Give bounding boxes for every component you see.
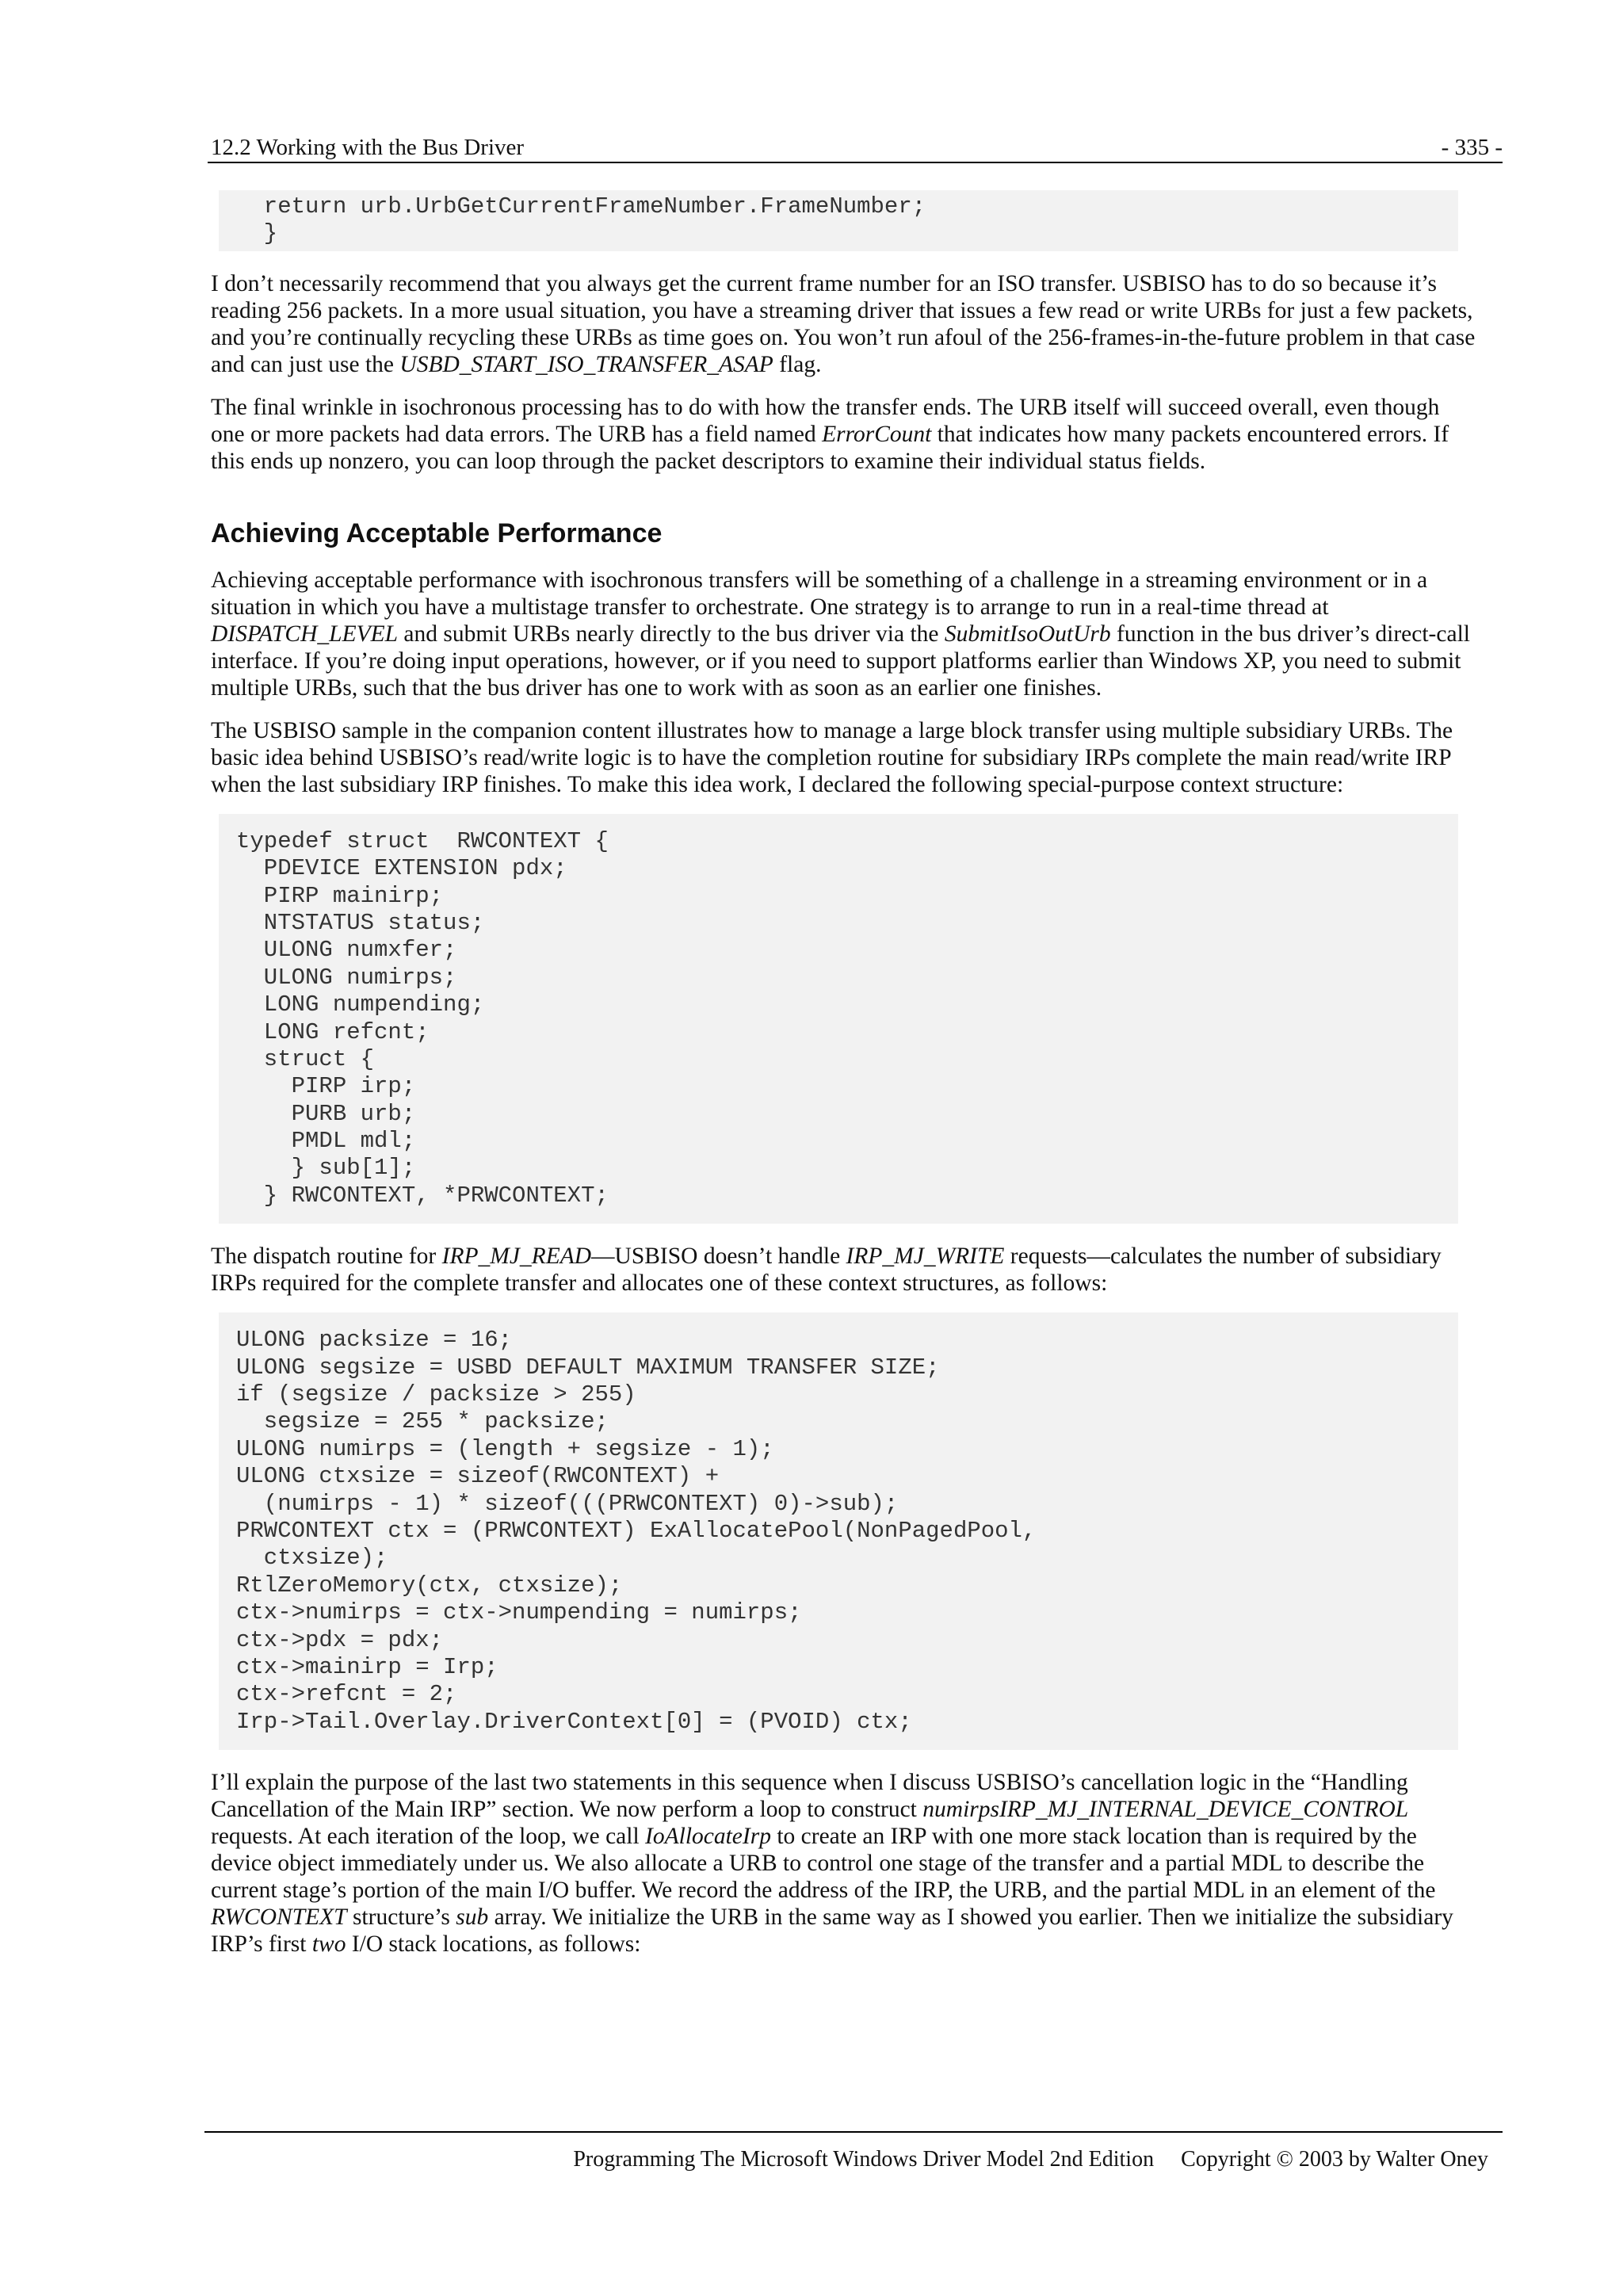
code-line: segsize = 255 * packsize; (236, 1408, 609, 1435)
section-heading: Achieving Acceptable Performance (211, 518, 663, 548)
code-line: } sub[1]; (236, 1155, 416, 1182)
code-line: } RWCONTEXT, *PRWCONTEXT; (236, 1182, 609, 1209)
code-line: ULONG packsize = 16; (236, 1327, 513, 1354)
code-line: RtlZeroMemory(ctx, ctxsize); (236, 1572, 623, 1599)
code-line: ctx->mainirp = Irp; (236, 1653, 498, 1680)
code-line: return urb.UrbGetCurrentFrameNumber.FrameNumber; (236, 193, 926, 220)
page-content (211, 190, 1479, 1973)
code-line: PIRP irp; (236, 1073, 416, 1100)
code-block-frame-number (219, 190, 1458, 251)
code-line: ctx->refcnt = 2; (236, 1681, 457, 1708)
code-line: PRWCONTEXT ctx = (PRWCONTEXT) ExAllocatePool(NonPagedPool, (236, 1517, 1037, 1544)
code-line: LONG numpending; (236, 991, 485, 1018)
header-section-title: 12.2 Working with the Bus Driver (211, 135, 525, 160)
page-footer (546, 2146, 1488, 2173)
code-line: NTSTATUS status; (236, 909, 485, 936)
code-line: if (segsize / packsize > 255) (236, 1381, 636, 1408)
code-line: PMDL mdl; (236, 1128, 416, 1155)
code-line: PURB urb; (236, 1100, 416, 1127)
code-line: LONG refcnt; (236, 1018, 430, 1045)
code-line: Irp->Tail.Overlay.DriverContext[0] = (PVOID) ctx; (236, 1708, 912, 1735)
code-line: ULONG numirps = (length + segsize - 1); (236, 1435, 774, 1462)
paragraph-usbiso-sample: The USBISO sample in the companion content illustrates how to manage a large block transfer using multiple subsidiary URBs. The basic idea behind USBISO’s read/write logic is to have the completion routine for subsidiary IRPs complete the main read/write IRP when the last subsidiary IRP finishes. To make this idea work, I declared the following special-purpose context structure: (211, 717, 1453, 797)
code-line: struct { (236, 1045, 375, 1072)
code-block-rwcontext (219, 814, 1458, 1224)
code-line: PIRP mainirp; (236, 882, 444, 909)
paragraph-cancellation: I’ll explain the purpose of the last two statements in this sequence when I discuss USBISO’s cancellation logic in the “Handling Cancellation of the Main IRP” section. We now perform a loop to construct numirpsIRP_MJ_INTERNAL_DEVICE_CONTROL requests. At each iteration of the loop, we call IoAllocateIrp to create an IRP with one more stack location than is required by the device object immediately under us. We also allocate a URB to control one stage of the transfer and a partial MDL to describe the current stage’s portion of the main I/O buffer. We record the address of the IRP, the URB, and the partial MDL in an element of the RWCONTEXT structure’s sub array. We initialize the URB in the same way as I showed you earlier. Then we initialize the subsidiary IRP’s first two I/O stack locations, as follows: (211, 1770, 1453, 1958)
code-line: ctx->numirps = ctx->numpending = numirps; (236, 1599, 802, 1626)
paragraph-dispatch-routine: The dispatch routine for IRP_MJ_READ—USBISO doesn’t handle IRP_MJ_WRITE requests—calculates the number of subsidiary IRPs required for the complete transfer and allocates one of these context structures, as follows: (211, 1244, 1442, 1297)
code-line: (numirps - 1) * sizeof(((PRWCONTEXT) 0)->sub); (236, 1490, 899, 1517)
code-line: ULONG segsize = USBD DEFAULT MAXIMUM TRANSFER SIZE; (236, 1354, 940, 1381)
page-header (208, 130, 1503, 163)
code-line: } (236, 220, 278, 247)
code-block-allocate-context (219, 1312, 1458, 1750)
code-line: ctxsize); (236, 1545, 388, 1572)
code-line: typedef struct RWCONTEXT { (236, 827, 609, 854)
code-line: PDEVICE EXTENSION pdx; (236, 855, 567, 882)
footer-book-title: Programming The Microsoft Windows Driver Model 2nd Edition (573, 2147, 1155, 2172)
header-page-number: - 335 - (1441, 135, 1503, 160)
code-line: ULONG numirps; (236, 964, 457, 991)
paragraph-error-count: The final wrinkle in isochronous processing has to do with how the transfer ends. The URB itself will succeed overall, even though one or more packets had data errors. The URB has a field named ErrorCount that indicates how many packets encountered errors. If this ends up nonzero, you can loop through the packet descriptors to examine their individual status fields. (211, 394, 1449, 474)
paragraph-frame-number: I don’t necessarily recommend that you always get the current frame number for an ISO transfer. USBISO has to do so because it’s reading 256 packets. In a more usual situation, you have a streaming driver that issues a few read or write URBs for just a few packets, and you’re continually recycling these URBs as time goes on. You won’t run afoul of the 256-frames-in-the-future problem in that case and can just use the USBD_START_ISO_TRANSFER_ASAP flag. (211, 270, 1476, 377)
code-line: ctx->pdx = pdx; (236, 1626, 444, 1653)
code-line: ULONG numxfer; (236, 937, 457, 964)
footer-rule (204, 2131, 1503, 2133)
footer-copyright: Copyright © 2003 by Walter Oney (1181, 2147, 1488, 2172)
code-line: ULONG ctxsize = sizeof(RWCONTEXT) + (236, 1463, 720, 1490)
paragraph-performance: Achieving acceptable performance with isochronous transfers will be something of a challenge in a streaming environment or in a situation in which you have a multistage transfer to orchestrate. One strategy is to arrange to run in a real-time thread at DISPATCH_LEVEL and submit URBs nearly directly to the bus driver via the SubmitIsoOutUrb function in the bus driver’s direct-call interface. If you’re doing input operations, however, or if you need to support platforms earlier than Windows XP, you need to submit multiple URBs, such that the bus driver has one to work with as soon as an earlier one finishes. (211, 567, 1470, 701)
